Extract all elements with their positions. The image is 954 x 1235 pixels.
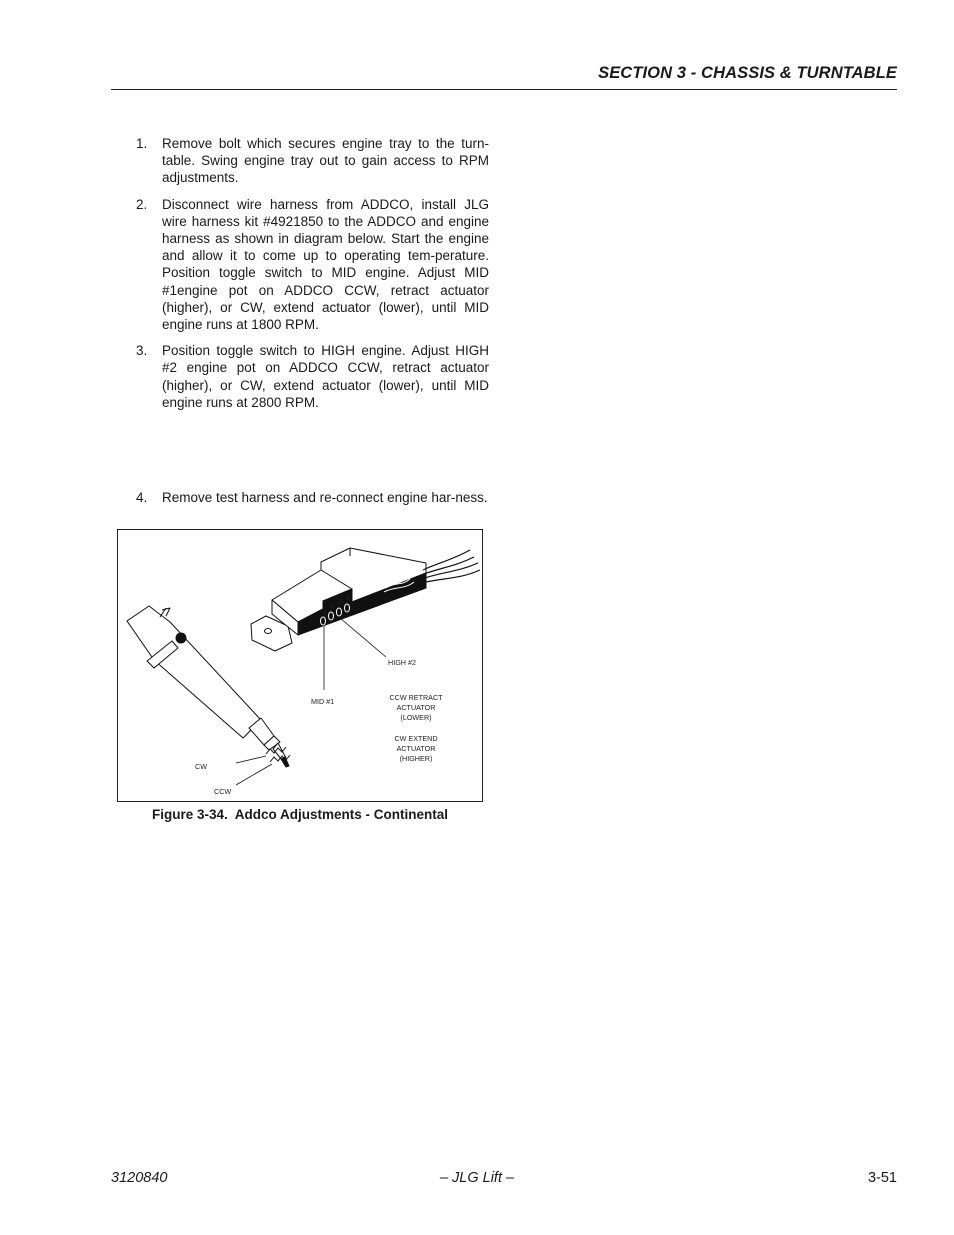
procedure-step: [111, 489, 489, 506]
high-leader: [340, 618, 386, 657]
ccw-retract-label: CCW RETRACT: [389, 693, 443, 702]
figure-caption: Figure 3-34. Addco Adjustments - Continental: [151, 807, 449, 822]
pot-number: 2: [330, 601, 334, 610]
step-text: Disconnect wire harness from ADDCO, install JLG wire harness kit #4921850 to the ADDCO and engine harness as shown in diagram below. Start the engine and allow it to come up to operating tem-perature. Position toggle switch to MID engine. Adjust MID #1engine pot on ADDCO CCW, retract actuator (higher), or CW, extend actuator (lower), until MID engine runs at 1800 RPM.: [162, 196, 489, 333]
procedure-step: [111, 342, 489, 411]
wire-harness: [423, 550, 480, 582]
ccw-retract-label: (LOWER): [400, 713, 432, 722]
step-number: 2.: [136, 196, 148, 212]
screwdriver-button: [176, 633, 186, 643]
procedure-steps: [111, 135, 489, 506]
pot-number: 4: [346, 593, 350, 602]
section-title: SECTION 3 - CHASSIS & TURNTABLE: [598, 64, 897, 82]
screwdriver-handle: [127, 606, 261, 738]
cw-leader: [236, 756, 266, 763]
step-number: 4.: [136, 490, 148, 506]
ccw-leader: [236, 764, 272, 785]
step-text: Remove test harness and re-connect engine har-ness.: [162, 490, 488, 506]
cw-extend-label: (HIGHER): [399, 754, 433, 763]
high-pot-label: HIGH #2: [388, 658, 416, 667]
footer-publisher: – JLG Lift –: [439, 1170, 515, 1186]
cw-extend-label: CW EXTEND: [394, 734, 438, 743]
ccw-label: CCW: [214, 787, 232, 796]
step-number: 1.: [136, 136, 148, 151]
header-rule: [111, 89, 897, 90]
ccw-retract-label: ACTUATOR: [396, 703, 436, 712]
cw-label: CW: [195, 762, 207, 771]
mounting-hole: [265, 629, 272, 634]
step-text: Position toggle switch to HIGH engine. Adjust HIGH #2 engine pot on ADDCO CCW, retract actuator (higher), or CW, extend actuator (lower), until MID engine runs at 2800 RPM.: [162, 343, 489, 410]
cw-extend-label: ACTUATOR: [396, 744, 436, 753]
document-number: 3120840: [111, 1170, 168, 1186]
pot-number: 1: [322, 606, 326, 615]
page-number: 3-51: [867, 1170, 897, 1186]
mid-pot-label: MID #1: [311, 697, 335, 706]
addco-diagram: [118, 530, 482, 801]
step-text: Remove bolt which secures engine tray to the turn-table. Swing engine tray out to gain access to RPM adjustments.: [162, 136, 489, 186]
procedure-step: [111, 196, 489, 334]
pot-number: 3: [338, 597, 342, 606]
procedure-step: [111, 135, 489, 187]
step-number: 3.: [136, 343, 148, 359]
addco-adjustment-figure: [117, 529, 483, 802]
